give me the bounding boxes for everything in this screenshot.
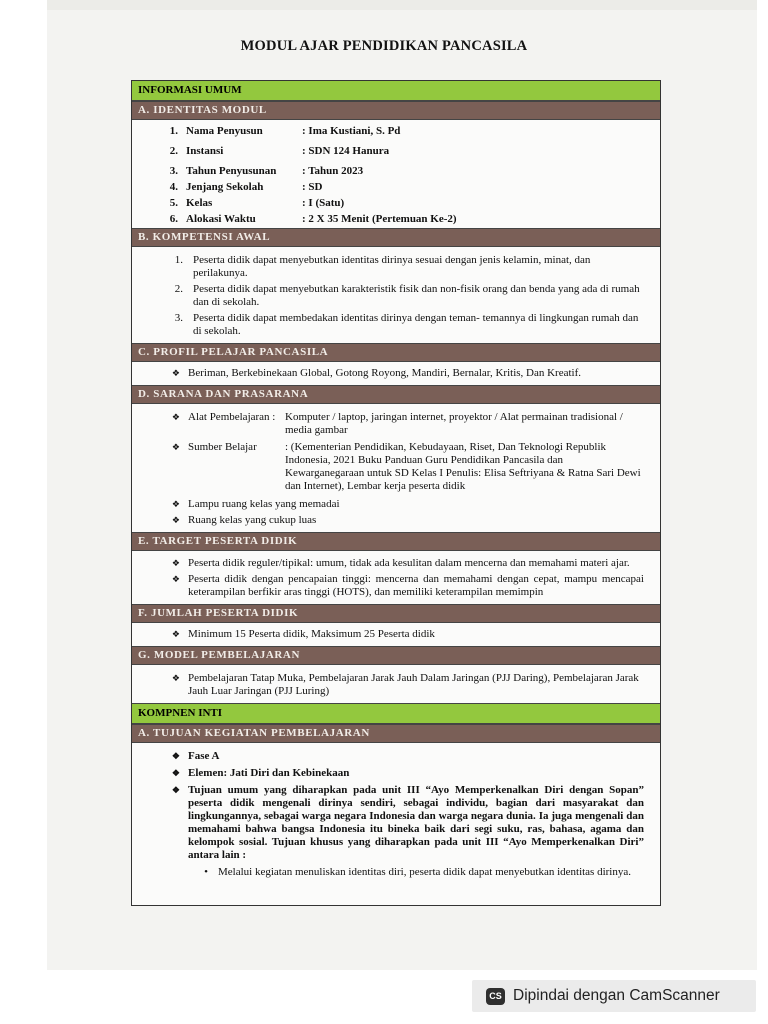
list-item: ❖ Elemen: Jati Diri dan Kebinekaan <box>138 767 654 780</box>
list-item: ❖ Ruang kelas yang cukup luas <box>138 514 654 527</box>
list-item: ❖ Beriman, Berkebinekaan Global, Gotong Royong, Mandiri, Bernalar, Kritis, Dan Kreatif. <box>138 367 654 380</box>
bullet-icon: ❖ <box>171 574 180 584</box>
bullet-icon: ❖ <box>171 768 180 778</box>
list-item: 2. Peserta didik dapat menyebutkan karakteristik fisik dan non-fisik orang dan benda yang ada di rumah dan di sekolah. <box>174 283 640 308</box>
bullet-icon: ❖ <box>171 751 180 761</box>
sarana-alat: ❖ Alat Pembelajaran : Komputer / laptop, jaringan internet, proyektor / Alat permainan tradisional / media gambar <box>138 411 654 437</box>
identitas-row: 6. Alokasi Waktu : 2 X 35 Menit (Pertemuan Ke-2) <box>169 213 457 225</box>
camscanner-watermark <box>472 980 756 1012</box>
list-item: ❖ Tujuan umum yang diharapkan pada unit III “Ayo Memperkenalkan Diri dengan Sopan” peserta didik mengenali dirinya sendiri, sebagai individu, bagian dari masyarakat dan lingkungannya, sebagai warga negara Indonesia dan warga negara dunia. Ia juga mengenali dan memahami bahwa bangsa Indonesia itu bineka baik dari segi suku, ras, bahasa, agama dan kelompok sosial. Tujuan khusus yang diharapkan pada unit III “Ayo Memperkenalkan Diri” antara lain : <box>138 784 654 862</box>
header-sarana-prasarana: D. SARANA DAN PRASARANA <box>132 385 660 404</box>
header-model-pembelajaran: G. MODEL PEMBELAJARAN <box>132 646 660 665</box>
identitas-row: 3. Tahun Penyusunan : Tahun 2023 <box>169 165 364 177</box>
list-item: • Melalui kegiatan menuliskan identitas diri, peserta didik dapat menyebutkan identitas dirinya. <box>138 866 654 879</box>
sarana-sumber: ❖ Sumber Belajar : (Kementerian Pendidikan, Kebudayaan, Riset, Dan Teknologi Republik Indonesia, 2021 Buku Panduan Guru Pendidikan Pancasila dan Kewarganegaraan untuk SD Kelas I Penulis: Elisa Seftriyana & Ratna Sari Dewi dan Internet), Lembar kerja peserta didik <box>138 441 654 493</box>
list-item: 3. Peserta didik dapat membedakan identitas dirinya dengan teman- temannya di lingkungan rumah dan di sekolah. <box>174 312 639 337</box>
bullet-icon: ❖ <box>171 499 180 509</box>
list-item: ❖ Fase A <box>138 750 654 763</box>
identitas-row: 5. Kelas : I (Satu) <box>169 197 345 209</box>
module-table <box>131 80 661 906</box>
identitas-section <box>132 120 660 228</box>
kompetensi-section <box>132 247 660 343</box>
bullet-icon: ❖ <box>171 558 180 568</box>
tujuan-section <box>132 743 660 883</box>
camscanner-text: Dipindai dengan CamScanner <box>513 987 720 1004</box>
list-item: ❖ Minimum 15 Peserta didik, Maksimum 25 Peserta didik <box>138 628 654 641</box>
sarana-section <box>132 404 660 532</box>
list-item: ❖ Peserta didik reguler/tipikal: umum, tidak ada kesulitan dalam mencerna dan memahami materi ajar. <box>138 557 654 570</box>
header-target-peserta: E. TARGET PESERTA DIDIK <box>132 532 660 551</box>
header-identitas-modul: A. IDENTITAS MODUL <box>132 101 660 120</box>
profil-section <box>132 362 660 385</box>
bullet-icon: ❖ <box>171 629 180 639</box>
bullet-icon: ❖ <box>171 368 180 378</box>
header-jumlah-peserta: F. JUMLAH PESERTA DIDIK <box>132 604 660 623</box>
list-item: ❖ Peserta didik dengan pencapaian tinggi: mencerna dan memahami dengan cepat, mampu mencapai keterampilan berfikir aras tinggi (HOTS), dan memiliki keterampilan memimpin <box>138 573 654 599</box>
scan-edge <box>47 0 757 10</box>
list-item: ❖ Pembelajaran Tatap Muka, Pembelajaran Jarak Jauh Dalam Jaringan (PJJ Daring), Pembelajaran Jarak Jauh Luar Jaringan (PJJ Luring) <box>138 672 654 698</box>
bullet-icon: ❖ <box>171 515 180 525</box>
dot-bullet-icon: • <box>204 866 208 878</box>
list-item: ❖ Lampu ruang kelas yang memadai <box>138 498 654 511</box>
bullet-icon: ❖ <box>171 785 180 795</box>
target-section <box>132 551 660 604</box>
model-section <box>132 665 660 703</box>
camscanner-logo-icon: CS <box>486 988 505 1005</box>
header-komponen-inti: KOMPNEN INTI <box>132 703 660 724</box>
identitas-row: 4. Jenjang Sekolah : SD <box>169 181 323 193</box>
header-informasi-umum: INFORMASI UMUM <box>132 81 660 101</box>
bullet-icon: ❖ <box>171 673 180 683</box>
identitas-row: 1. Nama Penyusun : Ima Kustiani, S. Pd <box>169 125 401 137</box>
document-title: MODUL AJAR PENDIDIKAN PANCASILA <box>240 38 528 54</box>
list-item: 1. Peserta didik dapat menyebutkan identitas dirinya sesuai dengan jenis kelamin, minat, dan perilakunya. <box>174 254 591 279</box>
header-profil-pelajar: C. PROFIL PELAJAR PANCASILA <box>132 343 660 362</box>
header-kompetensi-awal: B. KOMPETENSI AWAL <box>132 228 660 247</box>
bullet-icon: ❖ <box>171 412 180 422</box>
header-tujuan-kegiatan: A. TUJUAN KEGIATAN PEMBELAJARAN <box>132 724 660 743</box>
jumlah-section <box>132 623 660 646</box>
bullet-icon: ❖ <box>171 442 180 452</box>
identitas-row: 2. Instansi : SDN 124 Hanura <box>169 145 390 157</box>
